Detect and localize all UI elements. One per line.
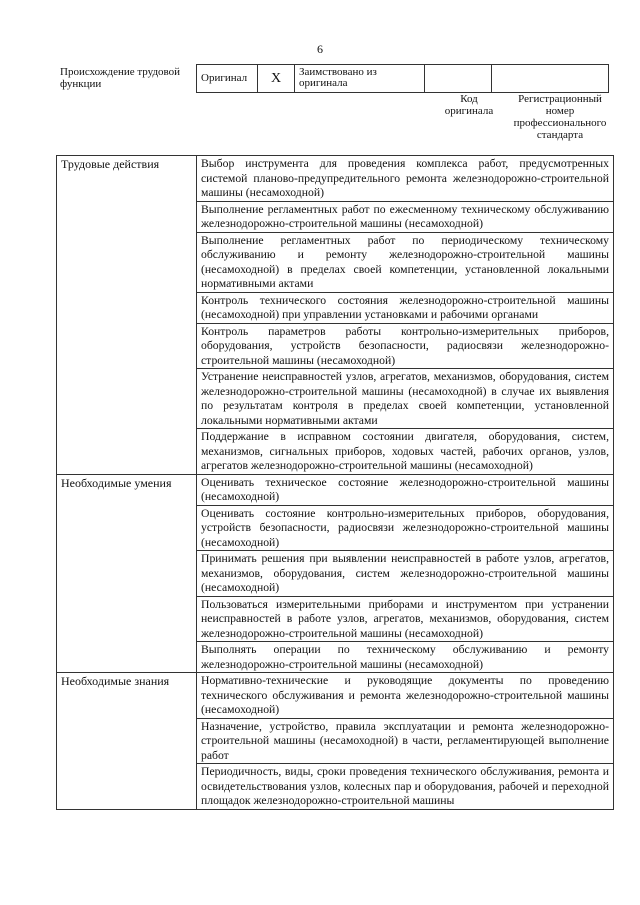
table-cell: Устранение неисправностей узлов, агрегатов, механизмов, оборудования, систем железнодорожно-строительной машины (несамоходной) в случае их выявления по результатам контроля в пределах своей компетенции, установленной локальными нормативными актами [197,369,614,429]
code-label: Код оригинала [444,93,494,117]
table-cell: Пользоваться измерительными приборами и инструментом при устранении неисправностей в работе узлов, агрегатов, механизмов, оборудования, систем железнодорожно-строительной машины (несамоходной) [197,596,614,642]
table-cell: Принимать решения при выявлении неисправностей в работе узлов, агрегатов, механизмов, оборудования, систем железнодорожно-строительной машины (несамоходной) [197,551,614,597]
table-cell: Назначение, устройство, правила эксплуатации и ремонта железнодорожно-строительной машины (несамоходной) в части, регламентирующей выполнение работ [197,718,614,764]
borrowed-cell: Заимствовано из оригинала [295,65,425,93]
table-cell: Выполнение регламентных работ по периодическому техническому обслуживанию и ремонту железнодорожно-строительной машины (несамоходной) в пределах своей компетенции, установленной локальными нормативными актами [197,232,614,292]
section-title-knowledge: Необходимые знания [57,673,197,810]
reg-number-cell [492,65,609,93]
table-cell: Периодичность, виды, сроки проведения технического обслуживания, ремонта и освидетельствования узлов, колесных пар и оборудования, рабочей и переходной площадок железнодорожно-строительной машины [197,764,614,810]
table-cell: Оценивать состояние контрольно-измерительных приборов, оборудования, устройств безопасности, радиосвязи железнодорожно-строительной машины (несамоходной) [197,505,614,551]
section-title-actions: Трудовые действия [57,156,197,475]
original-cell: Оригинал [197,65,258,93]
table-cell: Поддержание в исправном состоянии двигателя, оборудования, систем, механизмов, сигнальных приборов, ходовых частей, рабочих органов, узлов, агрегатов железнодорожно-строительной машины (несамоходной) [197,429,614,475]
origin-label: Происхождение трудовой функции [60,66,181,90]
table-row [57,474,614,505]
labor-function-table [56,155,614,810]
table-cell: Выбор инструмента для проведения комплекса работ, предусмотренных системой планово-предупредительного ремонта железнодорожно-строительной машины (несамоходной) [197,156,614,202]
table-cell: Выполнение регламентных работ по ежесменному техническому обслуживанию железнодорожно-строительной машины (несамоходной) [197,201,614,232]
original-mark: X [258,65,295,93]
table-cell: Выполнять операции по техническому обслуживанию и ремонту железнодорожно-строительной машины (несамоходной) [197,642,614,673]
table-cell: Нормативно-технические и руководящие документы по проведению технического обслуживания и ремонта железнодорожно-строительной машины (несамоходной) [197,673,614,719]
reg-number-label: Регистрационный номер профессионального стандарта [513,93,607,141]
table-cell: Контроль технического состояния железнодорожно-строительной машины (несамоходной) при управлении установками и рабочими органами [197,292,614,323]
code-cell [425,65,492,93]
origin-row [197,65,609,93]
table-cell: Контроль параметров работы контрольно-измерительных приборов, оборудования, устройств безопасности, радиосвязи железнодорожно-строительной машины (несамоходной) [197,323,614,369]
origin-table [196,64,609,93]
table-cell: Оценивать техническое состояние железнодорожно-строительной машины (несамоходной) [197,474,614,505]
table-row [57,673,614,719]
table-row [57,156,614,202]
section-title-skills: Необходимые умения [57,474,197,673]
page-number: 6 [317,42,323,56]
